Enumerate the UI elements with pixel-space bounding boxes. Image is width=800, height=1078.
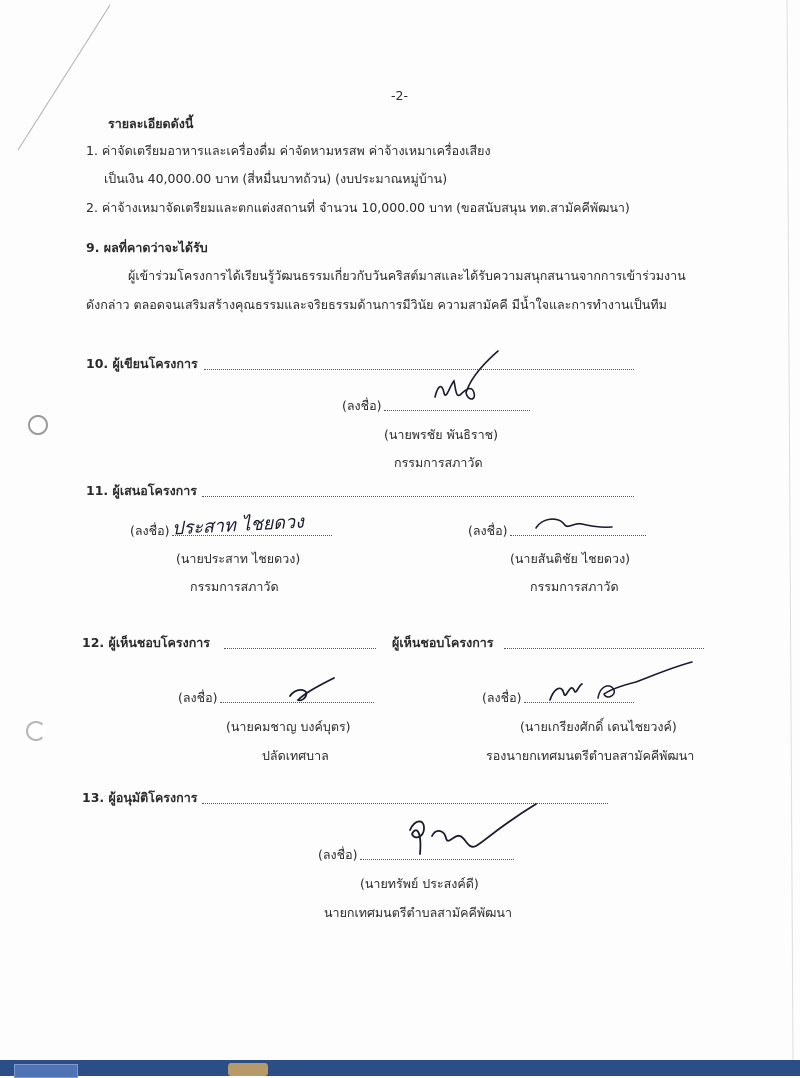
section-10-signature <box>420 345 510 410</box>
section-12-right-sign-label: (ลงชื่อ) <box>482 690 522 705</box>
section-12-heading-2: ผู้เห็นชอบโครงการ <box>392 635 494 650</box>
section-12-right-position: รองนายกเทศมนตรีตำบลสามัคคีพัฒนา <box>486 748 695 763</box>
details-item-2: 2. ค่าจ้างเหมาจัดเตรียมและตกแต่งสถานที่ จำนวน 10,000.00 บาท (ขอสนับสนุน ทต.สามัคคีพัฒนา) <box>86 200 630 215</box>
section-11-right-signature <box>528 510 618 540</box>
section-12-heading: 12. ผู้เห็นชอบโครงการ <box>82 635 210 650</box>
section-11-right-position: กรรมการสภาวัด <box>530 579 619 594</box>
section-9-heading: 9. ผลที่คาดว่าจะได้รับ <box>86 240 208 255</box>
section-11-left-name: (นายประสาท ไชยดวง) <box>176 551 301 566</box>
taskbar-seal-icon[interactable] <box>228 1063 268 1076</box>
section-12-right-signature <box>540 660 695 710</box>
section-10-position: กรรมการสภาวัด <box>394 455 483 470</box>
section-12-left-position: ปลัดเทศบาล <box>262 748 329 763</box>
details-item-1-line-2: เป็นเงิน 40,000.00 บาท (สี่หมื่นบาทถ้วน) (งบประมาณหมู่บ้าน) <box>104 171 448 186</box>
section-11-left-position: กรรมการสภาวัด <box>190 579 279 594</box>
section-13-sign-label: (ลงชื่อ) <box>318 847 358 862</box>
section-13-position: นายกเทศมนตรีตำบลสามัคคีพัฒนา <box>324 905 512 920</box>
section-11-left-signature: ประสาท ไชยดวง <box>171 511 305 540</box>
section-10-sign-label: (ลงชื่อ) <box>342 398 382 413</box>
section-11-dotted-line <box>202 496 634 497</box>
section-10-name: (นายพรชัย พันธิราช) <box>384 427 499 442</box>
section-9-paragraph-line-1: ผู้เข้าร่วมโครงการได้เรียนรู้วัฒนธรรมเกี่ยวกับวันคริสต์มาสและได้รับความสนุกสนานจากการเข้าร่วมงาน <box>128 268 686 283</box>
section-12-dotted-line-left <box>224 648 376 649</box>
section-10-dotted-line <box>204 369 634 370</box>
taskbar <box>0 1060 800 1076</box>
section-12-dotted-line-right <box>504 648 704 649</box>
section-11-heading: 11. ผู้เสนอโครงการ <box>86 483 197 498</box>
section-12-right-name: (นายเกรียงศักดิ์ เดนไชยวงค์) <box>520 719 677 734</box>
section-11-left-sign-label: (ลงชื่อ) <box>130 523 170 538</box>
binder-hole-bottom <box>26 721 46 741</box>
section-12-left-sign-label: (ลงชื่อ) <box>178 690 218 705</box>
page-number: -2- <box>391 88 408 103</box>
section-11-right-sign-label: (ลงชื่อ) <box>468 523 508 538</box>
details-heading: รายละเอียดดังนี้ <box>108 116 194 131</box>
section-10-signature-line <box>384 410 530 411</box>
section-13-signature <box>396 800 546 865</box>
details-item-1-line-1: 1. ค่าจัดเตรียมอาหารและเครื่องดื่ม ค่าจัดหามหรสพ ค่าจ้างเหมาเครื่องเสียง <box>86 143 491 158</box>
section-12-left-name: (นายคมชาญ บงค์บุตร) <box>226 719 351 734</box>
section-12-left-signature <box>284 674 344 709</box>
section-13-heading: 13. ผู้อนุมัติโครงการ <box>82 790 198 805</box>
section-9-paragraph-line-2: ดังกล่าว ตลอดจนเสริมสร้างคุณธรรมและจริยธรรมด้านการมีวินัย ความสามัคคี มีน้ำใจและการทำงานเป็นทีม <box>86 297 667 312</box>
section-11-right-name: (นายสันติชัย ไชยดวง) <box>510 551 631 566</box>
section-10-heading: 10. ผู้เขียนโครงการ <box>86 356 198 371</box>
section-13-name: (นายทรัพย์ ประสงค์ดี) <box>360 876 479 891</box>
binder-hole-top <box>28 415 48 435</box>
